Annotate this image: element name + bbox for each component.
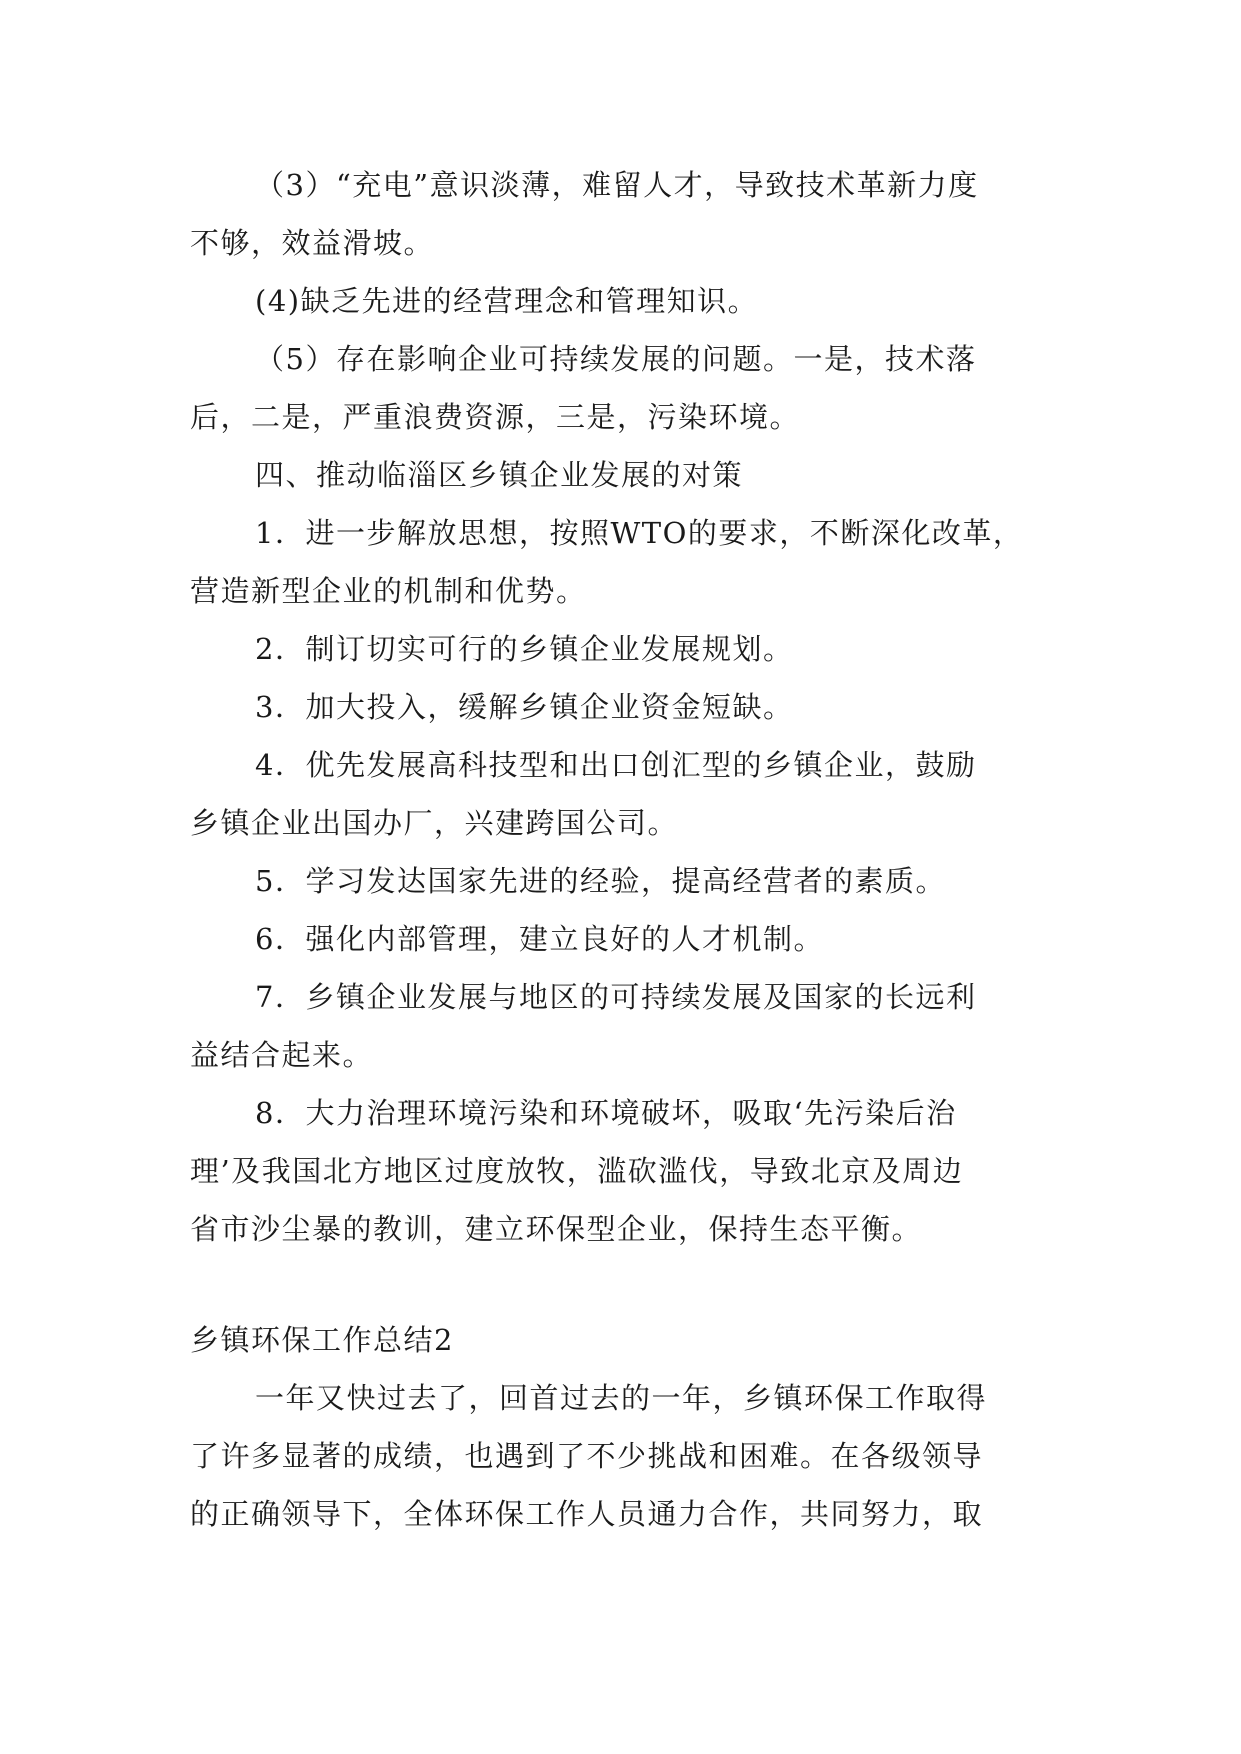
item-7-line-1: 7．乡镇企业发展与地区的可持续发展及国家的长远利 [255,980,977,1014]
item-4-line-2: 乡镇企业出国办厂，兴建跨国公司。 [190,806,679,840]
summary-paragraph-line-1: 一年又快过去了，回首过去的一年，乡镇环保工作取得 [255,1381,988,1415]
item-8-line-2: 理’及我国北方地区过度放牧，滥砍滥伐，导致北京及周边 [190,1154,964,1188]
summary-paragraph-line-3: 的正确领导下，全体环保工作人员通力合作，共同努力，取 [190,1497,984,1531]
paragraph-5-line-1: （5）存在影响企业可持续发展的问题。一是，技术落 [255,342,977,376]
item-1-line-2: 营造新型企业的机制和优势。 [190,574,587,608]
item-1-line-1: 1．进一步解放思想，按照WTO的要求，不断深化改革， [255,516,1024,550]
item-3: 3．加大投入，缓解乡镇企业资金短缺。 [255,690,794,724]
item-8-line-1: 8．大力治理环境污染和环境破坏，吸取‘先污染后治 [255,1096,957,1130]
paragraph-3-line-1: （3）“充电”意识淡薄，难留人才，导致技术革新力度 [255,168,979,202]
paragraph-3-line-2: 不够，效益滑坡。 [190,226,435,260]
item-5: 5．学习发达国家先进的经验，提高经营者的素质。 [255,864,946,898]
section-title-summary-2: 乡镇环保工作总结2 [190,1323,454,1357]
item-2: 2．制订切实可行的乡镇企业发展规划。 [255,632,794,666]
paragraph-4: (4)缺乏先进的经营理念和管理知识。 [255,284,759,318]
item-8-line-3: 省市沙尘暴的教训，建立环保型企业，保持生态平衡。 [190,1212,923,1246]
summary-paragraph-line-2: 了许多显著的成绩，也遇到了不少挑战和困难。在各级领导 [190,1439,984,1473]
item-6: 6．强化内部管理，建立良好的人才机制。 [255,922,824,956]
section-heading-4: 四、推动临淄区乡镇企业发展的对策 [255,458,744,492]
paragraph-5-line-2: 后，二是，严重浪费资源，三是，污染环境。 [190,400,801,434]
item-4-line-1: 4．优先发展高科技型和出口创汇型的乡镇企业，鼓励 [255,748,977,782]
item-7-line-2: 益结合起来。 [190,1038,374,1072]
